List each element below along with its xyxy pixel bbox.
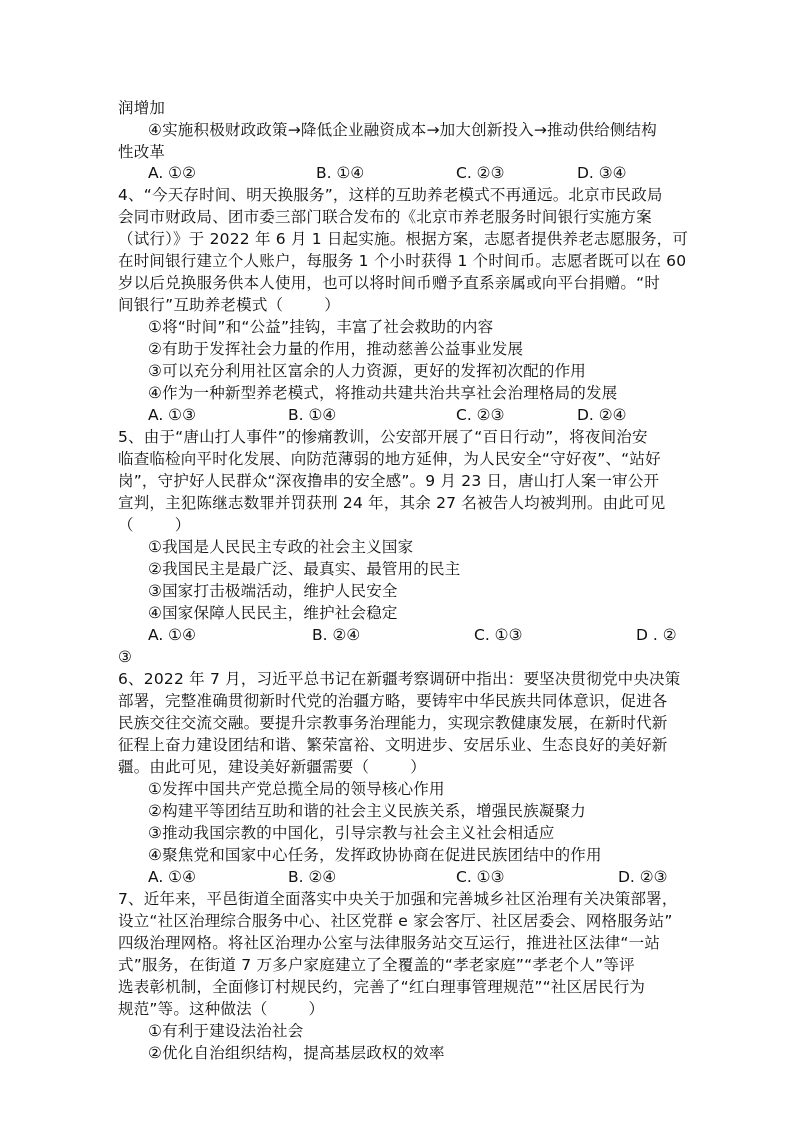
- q7-stem-line: 规范”等。这种做法（ ）: [118, 1000, 325, 1018]
- q6-option-d: D. ②③: [618, 868, 668, 886]
- q7-stem-line: 选表彰机制，全面修订村规民约，完善了“红白理事管理规范”“社区居民行为: [118, 978, 646, 996]
- q6-item-2: ②构建平等团结互助和谐的社会主义民族关系，增强民族凝聚力: [148, 802, 586, 820]
- q5-stem-line: （ ）: [118, 516, 191, 534]
- q7-item-2: ②优化自治组织结构，提高基层政权的效率: [148, 1044, 445, 1062]
- q6-option-a: A. ①④: [148, 868, 196, 886]
- q3-item-4-line1: ④实施积极财政政策→降低企业融资成本→加大创新投入→推动供给侧结构: [148, 121, 657, 139]
- q4-item-1: ①将“时间”和“公益”挂钩，丰富了社会救助的内容: [148, 318, 494, 336]
- q5-stem-line: 临查临检向平时化发展、向防范薄弱的地方延伸，为人民安全“守好夜”、“站好: [118, 450, 661, 468]
- q5-stem-line: 宣判，主犯陈继志数罪并罚获刑 24 年，其余 27 名被告人均被判刑。由此可见: [118, 494, 666, 512]
- q4-option-c: C. ②③: [456, 406, 505, 424]
- q6-item-3: ③推动我国宗教的中国化，引导宗教与社会主义社会相适应: [148, 824, 555, 842]
- q5-stem-line: 5、由于“唐山打人事件”的惨痛教训，公安部开展了“百日行动”，将夜间治安: [118, 428, 648, 446]
- q4-option-a: A. ①③: [148, 406, 196, 424]
- q7-stem-line: 四级治理网格。将社区治理办公室与法律服务站交互运行，推进社区法律“一站: [118, 934, 661, 952]
- q4-stem-line: 岁以后兑换服务供本人使用，也可以将时间币赠予直系亲属或向平台捐赠。“时: [118, 274, 661, 292]
- q3-option-b: B. ①④: [316, 164, 365, 182]
- q5-item-2: ②我国民主是最广泛、最真实、最管用的民主: [148, 560, 461, 578]
- q5-item-4: ④国家保障人民民主，维护社会稳定: [148, 604, 398, 622]
- q4-stem-line: 4、“今天存时间、明天换服务”，这样的互助养老模式不再通远。北京市民政局: [118, 186, 663, 204]
- q4-stem-line: 间银行”互助养老模式（ ）: [118, 296, 340, 314]
- q5-option-d: D . ②: [636, 626, 677, 644]
- q5-option-c: C. ①③: [474, 626, 523, 644]
- q5-item-3: ③国家打击极端活动，维护人民安全: [148, 582, 398, 600]
- q6-stem-line: 疆。由此可见，建设美好新疆需要（ ）: [118, 758, 426, 776]
- q6-stem-line: 民族交往交流交融。要提升宗教事务治理能力，实现宗教健康发展，在新时代新: [118, 714, 668, 732]
- q3-item-4-line2: 性改革: [118, 143, 166, 161]
- q5-option-a: A. ①④: [148, 626, 196, 644]
- q7-stem-line: 7、近年来，平邑街道全面落实中央关于加强和完善城乡社区治理有关决策部署，: [118, 890, 678, 908]
- q3-option-d: D. ③④: [577, 164, 627, 182]
- q4-item-2: ②有助于发挥社会力量的作用，推动慈善公益事业发展: [148, 340, 524, 358]
- q4-item-3: ③可以充分利用社区富余的人力资源，更好的发挥初次配的作用: [148, 362, 586, 380]
- q5-option-b: B. ②④: [312, 626, 361, 644]
- q5-item-1: ①我国是人民民主专政的社会主义国家: [148, 538, 414, 556]
- q6-stem-line: 6、2022 年 7 月，习近平总书记在新疆考察调研中指出：要坚决贯彻党中央决策: [118, 670, 681, 688]
- q5-stem-line: 岗”，守护好人民群众“深夜撸串的安全感”。9 月 23 日，唐山打人案一审公开: [118, 472, 660, 490]
- q3-option-a: A. ①②: [148, 164, 196, 182]
- q4-option-b: B. ①④: [288, 406, 337, 424]
- q4-stem-line: （试行）》于 2022 年 6 月 1 日起实施。根据方案，志愿者提供养老志愿服务，可: [118, 230, 689, 248]
- q5-option-d-wrap: ③: [118, 648, 133, 666]
- q7-item-1: ①有利于建设法治社会: [148, 1022, 304, 1040]
- q6-stem-line: 部署，完整准确贯彻新时代党的治疆方略，要铸牢中华民族共同体意识，促进各: [118, 692, 668, 710]
- q6-stem-line: 征程上奋力建设团结和谐、繁荣富裕、文明进步、安居乐业、生态良好的美好新: [118, 736, 668, 754]
- q3-option-c: C. ②③: [456, 164, 505, 182]
- q3-continuation-line: 润增加: [118, 99, 166, 117]
- q4-stem-line: 在时间银行建立个人账户，每服务 1 个小时获得 1 个时间币。志愿者既可以在 60: [118, 252, 687, 270]
- q4-item-4: ④作为一种新型养老模式，将推动共建共治共享社会治理格局的发展: [148, 384, 618, 402]
- q6-item-1: ①发挥中国共产党总揽全局的领导核心作用: [148, 780, 445, 798]
- q6-item-4: ④聚焦党和国家中心任务，发挥政协协商在促进民族团结中的作用: [148, 846, 602, 864]
- q4-stem-line: 会同市财政局、团市委三部门联合发布的《北京市养老服务时间银行实施方案: [118, 208, 652, 226]
- q6-option-b: B. ②④: [288, 868, 337, 886]
- q7-stem-line: 式”服务，在街道 7 万多户家庭建立了全覆盖的“孝老家庭”“孝老个人”等评: [118, 956, 635, 974]
- q4-option-d: D. ②④: [577, 406, 627, 424]
- q6-option-c: C. ①③: [456, 868, 505, 886]
- q7-stem-line: 设立“社区治理综合服务中心、社区党群 e 家会客厅、社区居委会、网格服务站”: [118, 912, 673, 930]
